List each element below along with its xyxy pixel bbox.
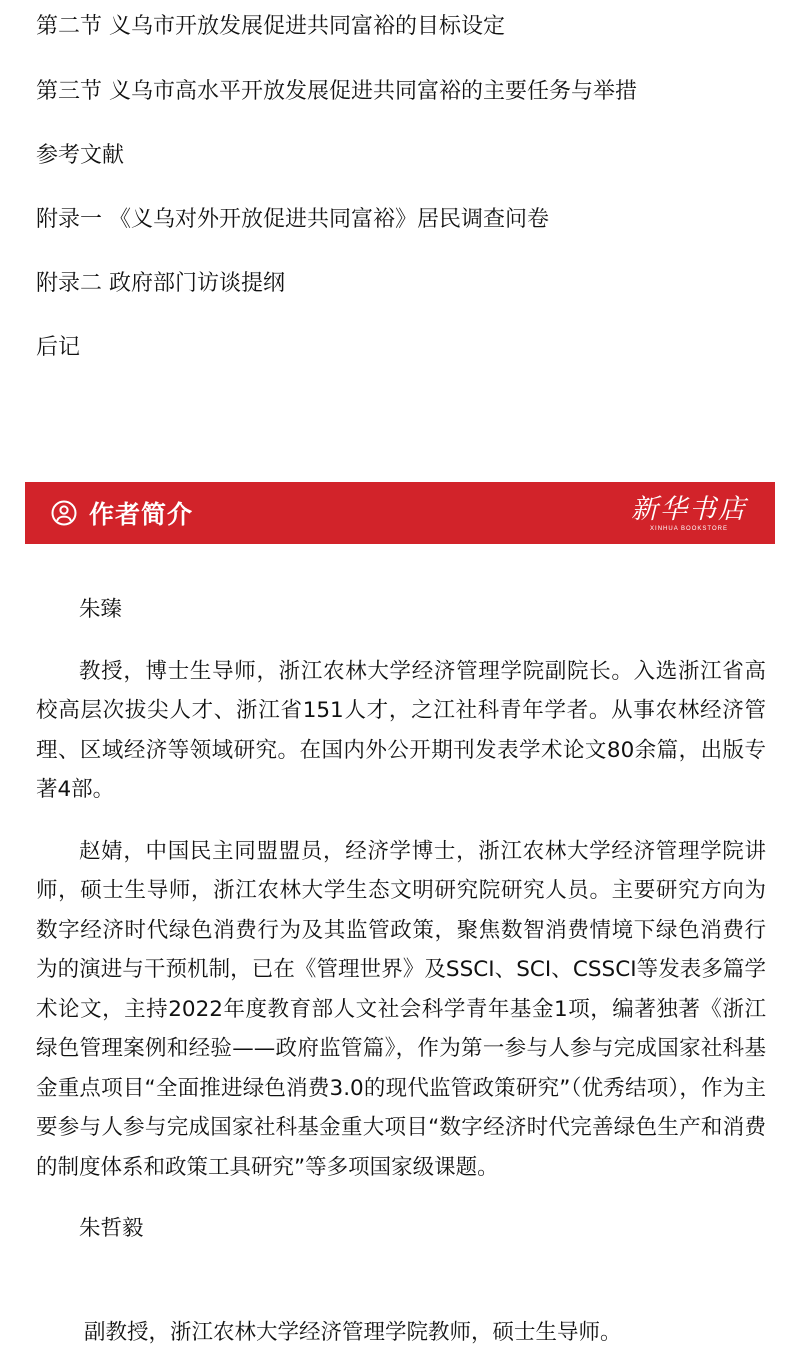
logo-english: XINHUA BOOKSTORE [650, 525, 728, 532]
logo-chinese: 新华书店 [631, 493, 747, 525]
person-icon [51, 500, 77, 526]
xinhua-bookstore-logo [631, 495, 747, 532]
banner-title: 作者简介 [89, 500, 194, 529]
author-bio-zhu-zheyi-partial: 副教授，浙江农林大学经济管理学院教师，硕士生导师。 [84, 1320, 622, 1345]
author-name-zhu-zheyi: 朱哲毅 [79, 1216, 144, 1241]
toc-item-section-3: 第三节 义乌市高水平开放发展促进共同富裕的主要任务与举措 [36, 79, 637, 104]
banner-heading [51, 495, 193, 531]
author-intro-banner [25, 482, 775, 544]
toc-item-afterword: 后记 [36, 335, 81, 360]
author-name-zhu-zhen: 朱臻 [79, 597, 123, 622]
toc-item-appendix-1: 附录一 《义乌对外开放促进共同富裕》居民调查问卷 [36, 207, 549, 232]
author-bio-zhao-jing: 赵婧，中国民主同盟盟员，经济学博士，浙江农林大学经济管理学院讲师，硕士生导师，浙江农林大学生态文明研究院研究人员。主要研究方向为数字经济时代绿色消费行为及其监管政策，聚焦数智消费情境下绿色消费行为的演进与干预机制，已在《管理世界》及SSCI、SCI、CSSCI等发表多篇学术论文，主持2022年度教育部人文社会科学青年基金1项，编著独著《浙江绿色管理案例和经验——政府监管篇》，作为第一参与人参与完成国家社科基金重点项目“全面推进绿色消费3.0的现代监管政策研究”（优秀结项），作为主要参与人参与完成国家社科基金重大项目“数字经济时代完善绿色生产和消费的制度体系和政策工具研究”等多项国家级课题。 [36, 838, 766, 1180]
toc-item-references: 参考文献 [36, 143, 125, 168]
truncated-bio-line [84, 1320, 764, 1345]
toc-item-appendix-2: 附录二 政府部门访谈提纲 [36, 271, 285, 296]
toc-item-section-2: 第二节 义乌市开放发展促进共同富裕的目标设定 [36, 14, 505, 39]
author-bio-zhu-zhen: 教授，博士生导师，浙江农林大学经济管理学院副院长。入选浙江省高校高层次拔尖人才、浙江省151人才，之江社科青年学者。从事农林经济管理、区域经济等领域研究。在国内外公开期刊发表学术论文80余篇，出版专著4部。 [36, 658, 766, 802]
author-bios [36, 590, 766, 1271]
